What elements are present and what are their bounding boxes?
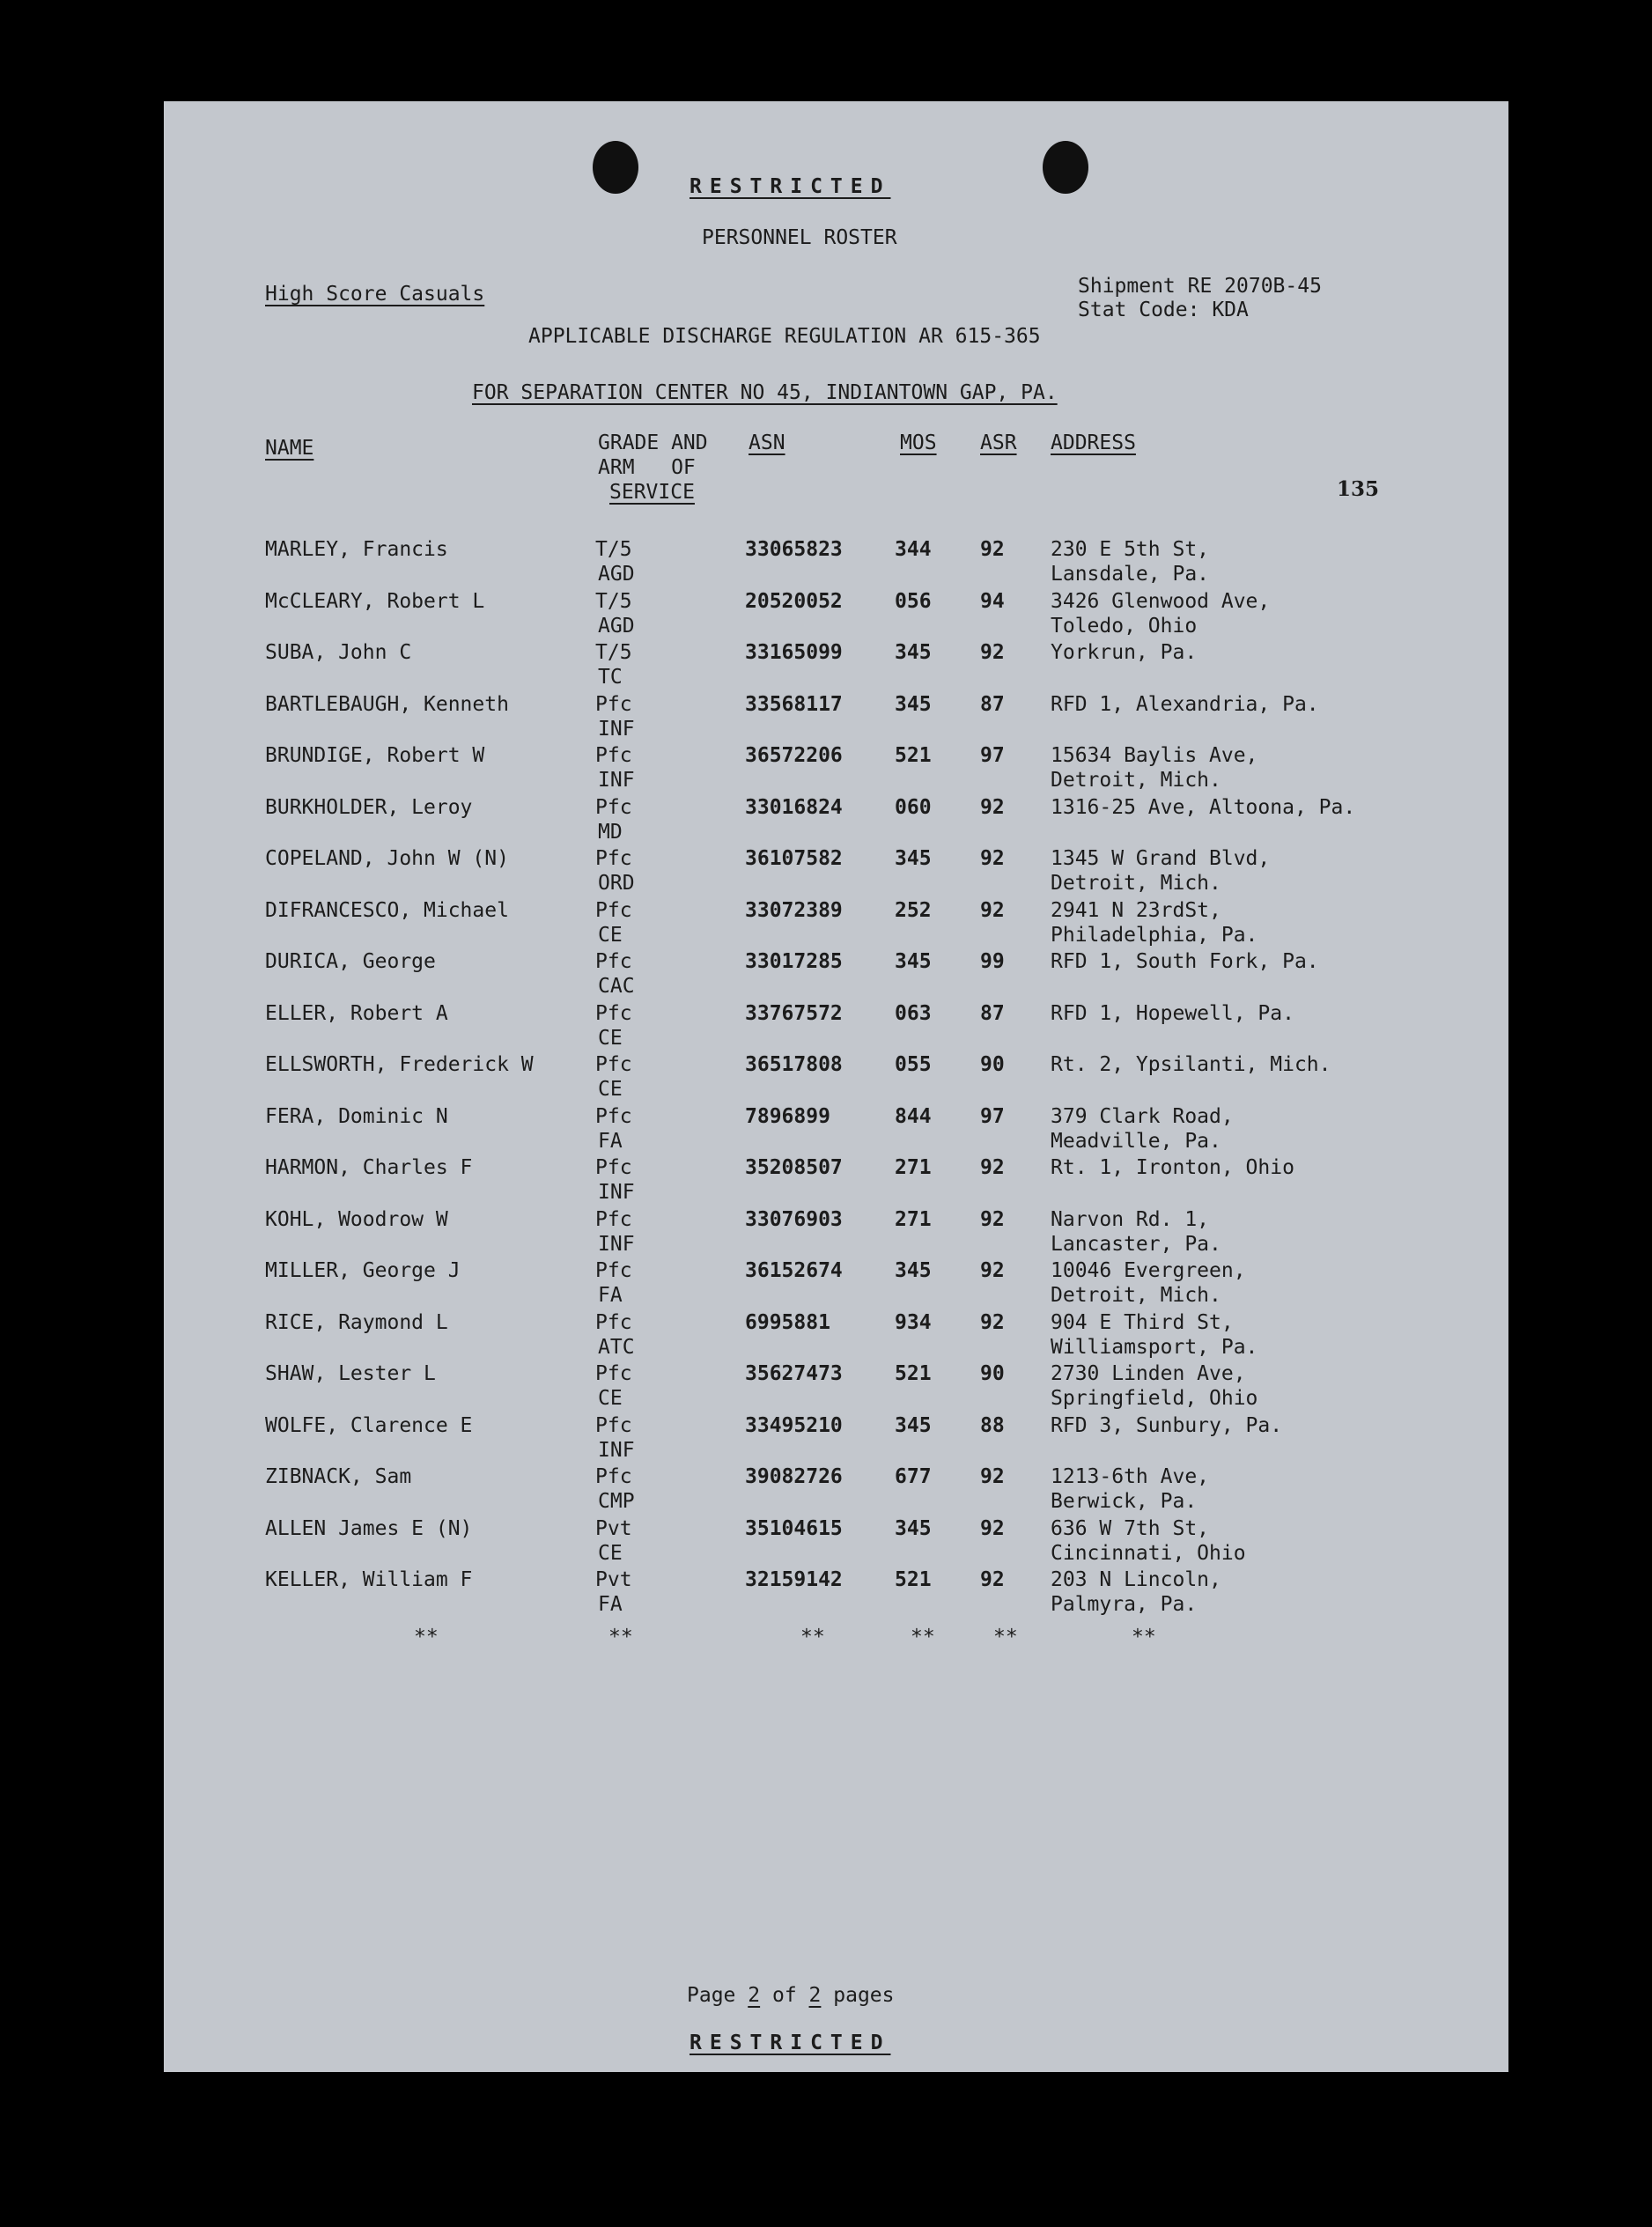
end-marker-address: **	[1132, 1626, 1156, 1648]
row-asr: 90	[980, 1053, 1005, 1076]
row-arm: CE	[598, 1387, 623, 1410]
row-name: SUBA, John C	[265, 641, 412, 664]
row-asr: 99	[980, 950, 1005, 973]
end-marker-asn: **	[800, 1626, 825, 1648]
row-address-line1: 1316-25 Ave, Altoona, Pa.	[1051, 795, 1356, 819]
column-header-address: ADDRESS	[1051, 431, 1136, 454]
row-name: MARLEY, Francis	[265, 538, 448, 561]
row-grade: Pfc	[595, 1001, 632, 1025]
row-grade: Pvt	[595, 1568, 632, 1591]
row-address-line1: 636 W 7th St,	[1051, 1516, 1210, 1540]
row-name: FERA, Dominic N	[265, 1104, 448, 1128]
classification-header: RESTRICTED	[690, 175, 891, 198]
column-header-asr: ASR	[980, 431, 1017, 454]
row-asr: 94	[980, 589, 1005, 613]
row-name: McCLEARY, Robert L	[265, 589, 485, 613]
row-grade: Pfc	[595, 1053, 632, 1076]
row-mos: 271	[895, 1156, 932, 1179]
row-address-line1: Rt. 2, Ypsilanti, Mich.	[1051, 1053, 1331, 1076]
row-mos: 271	[895, 1207, 932, 1231]
row-arm: AGD	[598, 614, 635, 638]
row-grade: Pfc	[595, 692, 632, 716]
row-asn: 33076903	[745, 1207, 843, 1231]
end-marker-asr: **	[993, 1626, 1018, 1648]
page-footer	[687, 1984, 895, 2007]
row-asr: 92	[980, 795, 1005, 819]
footer-page-number: 2	[748, 1984, 761, 2007]
row-asn: 36152674	[745, 1259, 843, 1282]
row-arm: INF	[598, 1181, 635, 1204]
row-asr: 92	[980, 898, 1005, 922]
group-name: High Score Casuals	[265, 283, 485, 306]
row-arm: CE	[598, 923, 623, 947]
row-mos: 345	[895, 1413, 932, 1437]
row-asn: 35208507	[745, 1156, 843, 1179]
column-header-grade-1: GRADE AND	[598, 431, 708, 454]
row-mos: 344	[895, 538, 932, 561]
classification-footer: RESTRICTED	[690, 2032, 891, 2054]
column-header-grade-3: SERVICE	[609, 481, 695, 504]
row-name: KOHL, Woodrow W	[265, 1207, 448, 1231]
row-name: MILLER, George J	[265, 1259, 461, 1282]
row-asr: 97	[980, 1104, 1005, 1128]
row-asn: 6995881	[745, 1310, 830, 1334]
row-grade: Pfc	[595, 1104, 632, 1128]
row-address-line1: RFD 1, Hopewell, Pa.	[1051, 1001, 1294, 1025]
footer-total-pages: 2	[808, 1984, 822, 2007]
row-address-line1: Yorkrun, Pa.	[1051, 641, 1198, 664]
row-name: HARMON, Charles F	[265, 1156, 473, 1179]
row-arm: ATC	[598, 1335, 635, 1359]
footer-of-label: of	[771, 1984, 797, 2007]
row-asn: 33165099	[745, 641, 843, 664]
punch-hole-right	[1043, 141, 1088, 194]
row-name: RICE, Raymond L	[265, 1310, 448, 1334]
row-address-line2: Cincinnati, Ohio	[1051, 1541, 1246, 1565]
row-name: SHAW, Lester L	[265, 1362, 436, 1385]
row-address-line2: Meadville, Pa.	[1051, 1129, 1221, 1153]
row-arm: AGD	[598, 563, 635, 586]
row-name: BRUNDIGE, Robert W	[265, 744, 485, 767]
row-asr: 92	[980, 1207, 1005, 1231]
column-header-mos: MOS	[900, 431, 937, 454]
row-asn: 39082726	[745, 1465, 843, 1488]
row-name: BURKHOLDER, Leroy	[265, 795, 473, 819]
footer-page-label: Page	[687, 1984, 736, 2007]
row-address-line1: 1345 W Grand Blvd,	[1051, 847, 1271, 870]
row-mos: 345	[895, 950, 932, 973]
row-address-line1: RFD 1, South Fork, Pa.	[1051, 950, 1319, 973]
row-address-line1: 2730 Linden Ave,	[1051, 1362, 1246, 1385]
row-asn: 35627473	[745, 1362, 843, 1385]
row-mos: 252	[895, 898, 932, 922]
row-arm: INF	[598, 1232, 635, 1256]
row-asr: 90	[980, 1362, 1005, 1385]
row-address-line1: 230 E 5th St,	[1051, 538, 1210, 561]
row-asr: 97	[980, 744, 1005, 767]
discharge-regulation: APPLICABLE DISCHARGE REGULATION AR 615-365	[528, 325, 1041, 348]
row-mos: 345	[895, 1259, 932, 1282]
row-grade: Pfc	[595, 1156, 632, 1179]
row-asr: 92	[980, 641, 1005, 664]
row-arm: TC	[598, 666, 623, 689]
row-mos: 521	[895, 1568, 932, 1591]
row-asr: 92	[980, 1568, 1005, 1591]
row-address-line1: 203 N Lincoln,	[1051, 1568, 1221, 1591]
row-asr: 92	[980, 1310, 1005, 1334]
row-address-line2: Detroit, Mich.	[1051, 769, 1221, 792]
row-address-line1: 379 Clark Road,	[1051, 1104, 1234, 1128]
row-address-line1: RFD 1, Alexandria, Pa.	[1051, 692, 1319, 716]
row-address-line1: 1213-6th Ave,	[1051, 1465, 1210, 1488]
row-asn: 33072389	[745, 898, 843, 922]
row-name: KELLER, William F	[265, 1568, 473, 1591]
row-asn: 36572206	[745, 744, 843, 767]
row-grade: Pfc	[595, 1465, 632, 1488]
stat-code: Stat Code: KDA	[1078, 299, 1249, 321]
row-arm: CE	[598, 1541, 623, 1565]
end-marker-name: **	[414, 1626, 439, 1648]
row-name: WOLFE, Clarence E	[265, 1413, 473, 1437]
row-mos: 345	[895, 847, 932, 870]
row-address-line2: Detroit, Mich.	[1051, 1284, 1221, 1307]
row-mos: 345	[895, 641, 932, 664]
row-address-line1: 3426 Glenwood Ave,	[1051, 589, 1271, 613]
row-arm: INF	[598, 717, 635, 741]
roster-page	[164, 101, 1508, 2072]
row-address-line2: Philadelphia, Pa.	[1051, 923, 1258, 947]
row-mos: 345	[895, 692, 932, 716]
row-mos: 060	[895, 795, 932, 819]
row-address-line2: Springfield, Ohio	[1051, 1387, 1258, 1410]
row-address-line2: Palmyra, Pa.	[1051, 1593, 1198, 1616]
row-arm: CMP	[598, 1490, 635, 1513]
row-grade: T/5	[595, 641, 632, 664]
row-arm: INF	[598, 1438, 635, 1462]
row-grade: Pfc	[595, 847, 632, 870]
row-asr: 92	[980, 847, 1005, 870]
row-address-line2: Detroit, Mich.	[1051, 872, 1221, 895]
row-mos: 063	[895, 1001, 932, 1025]
row-grade: Pfc	[595, 898, 632, 922]
row-name: COPELAND, John W (N)	[265, 847, 509, 870]
column-header-grade-2: ARM OF	[598, 456, 696, 479]
row-arm: FA	[598, 1593, 623, 1616]
shipment-number: Shipment RE 2070B-45	[1078, 275, 1322, 298]
page-stamp-number: 135	[1337, 477, 1380, 501]
row-asr: 88	[980, 1413, 1005, 1437]
row-address-line1: 904 E Third St,	[1051, 1310, 1234, 1334]
row-address-line2: Lansdale, Pa.	[1051, 563, 1210, 586]
row-address-line1: 15634 Baylis Ave,	[1051, 744, 1258, 767]
row-asn: 33495210	[745, 1413, 843, 1437]
row-address-line1: Narvon Rd. 1,	[1051, 1207, 1210, 1231]
row-name: ELLER, Robert A	[265, 1001, 448, 1025]
row-asr: 87	[980, 1001, 1005, 1025]
row-mos: 934	[895, 1310, 932, 1334]
row-asr: 92	[980, 1259, 1005, 1282]
row-address-line2: Williamsport, Pa.	[1051, 1335, 1258, 1359]
row-mos: 677	[895, 1465, 932, 1488]
row-name: DURICA, George	[265, 950, 436, 973]
row-arm: CAC	[598, 975, 635, 998]
row-asr: 92	[980, 1516, 1005, 1540]
column-header-name: NAME	[265, 437, 314, 460]
row-asr: 87	[980, 692, 1005, 716]
footer-pages-label: pages	[833, 1984, 895, 2007]
row-asn: 7896899	[745, 1104, 830, 1128]
row-asn: 36107582	[745, 847, 843, 870]
row-asn: 32159142	[745, 1568, 843, 1591]
row-grade: T/5	[595, 589, 632, 613]
end-marker-grade: **	[608, 1626, 633, 1648]
row-arm: MD	[598, 820, 623, 844]
row-asn: 33767572	[745, 1001, 843, 1025]
row-asn: 33568117	[745, 692, 843, 716]
row-grade: Pfc	[595, 1413, 632, 1437]
roster-title: PERSONNEL ROSTER	[702, 226, 897, 249]
punch-hole-left	[593, 141, 638, 194]
row-address-line2: Lancaster, Pa.	[1051, 1232, 1221, 1256]
row-asn: 33065823	[745, 538, 843, 561]
row-name: ALLEN James E (N)	[265, 1516, 473, 1540]
row-arm: ORD	[598, 872, 635, 895]
row-grade: Pfc	[595, 1362, 632, 1385]
row-mos: 521	[895, 1362, 932, 1385]
row-grade: Pvt	[595, 1516, 632, 1540]
column-header-asn: ASN	[749, 431, 785, 454]
row-address-line2: Toledo, Ohio	[1051, 614, 1198, 638]
row-asr: 92	[980, 538, 1005, 561]
row-asr: 92	[980, 1465, 1005, 1488]
end-marker-mos: **	[911, 1626, 935, 1648]
row-asn: 33016824	[745, 795, 843, 819]
row-grade: Pfc	[595, 795, 632, 819]
row-grade: Pfc	[595, 1310, 632, 1334]
row-arm: INF	[598, 769, 635, 792]
row-address-line2: Berwick, Pa.	[1051, 1490, 1198, 1513]
row-address-line1: 10046 Evergreen,	[1051, 1259, 1246, 1282]
row-arm: FA	[598, 1284, 623, 1307]
row-grade: Pfc	[595, 744, 632, 767]
row-name: DIFRANCESCO, Michael	[265, 898, 509, 922]
row-name: ZIBNACK, Sam	[265, 1465, 412, 1488]
row-asr: 92	[980, 1156, 1005, 1179]
row-mos: 056	[895, 589, 932, 613]
row-address-line1: 2941 N 23rdSt,	[1051, 898, 1221, 922]
row-arm: CE	[598, 1078, 623, 1101]
row-asn: 35104615	[745, 1516, 843, 1540]
row-mos: 844	[895, 1104, 932, 1128]
row-mos: 521	[895, 744, 932, 767]
row-name: BARTLEBAUGH, Kenneth	[265, 692, 509, 716]
row-grade: Pfc	[595, 1259, 632, 1282]
row-grade: Pfc	[595, 950, 632, 973]
row-mos: 055	[895, 1053, 932, 1076]
row-asn: 36517808	[745, 1053, 843, 1076]
row-arm: FA	[598, 1129, 623, 1153]
row-asn: 20520052	[745, 589, 843, 613]
row-grade: T/5	[595, 538, 632, 561]
row-grade: Pfc	[595, 1207, 632, 1231]
row-arm: CE	[598, 1026, 623, 1050]
separation-center: FOR SEPARATION CENTER NO 45, INDIANTOWN GAP, PA.	[472, 381, 1058, 404]
row-address-line1: Rt. 1, Ironton, Ohio	[1051, 1156, 1294, 1179]
row-address-line1: RFD 3, Sunbury, Pa.	[1051, 1413, 1283, 1437]
row-mos: 345	[895, 1516, 932, 1540]
row-asn: 33017285	[745, 950, 843, 973]
row-name: ELLSWORTH, Frederick W	[265, 1053, 534, 1076]
